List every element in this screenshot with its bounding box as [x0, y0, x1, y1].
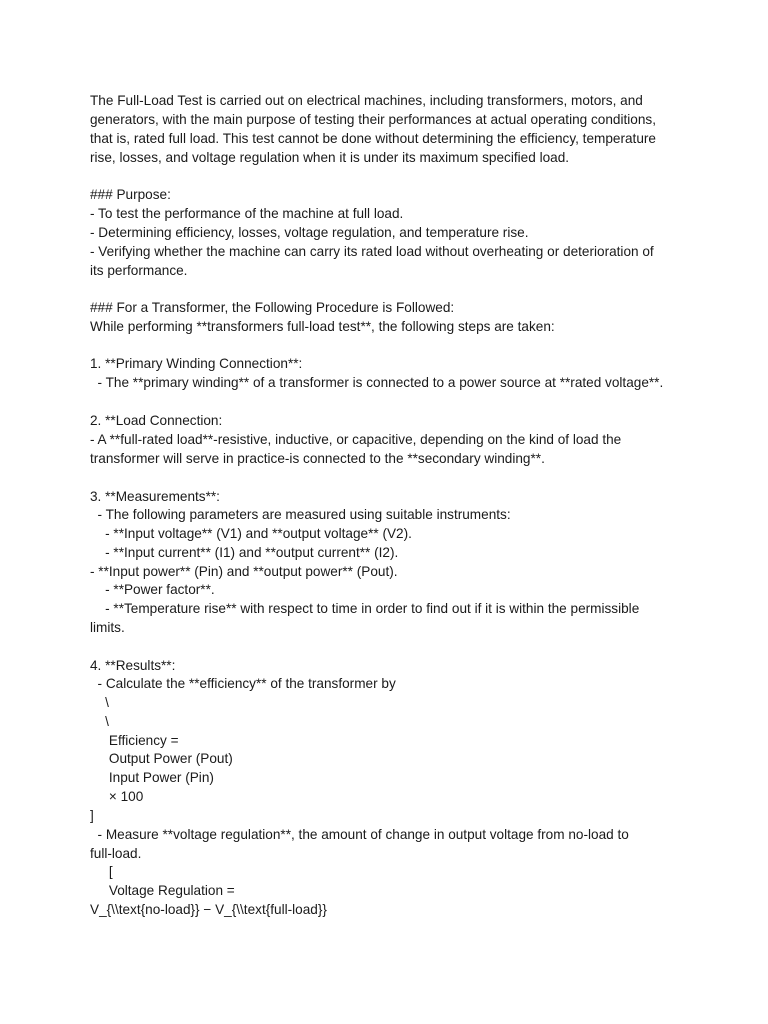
- procedure-intro: While performing **transformers full-load test**, the following steps are taken:: [90, 319, 555, 334]
- intro-line-4: rise, losses, and voltage regulation when it is under its maximum specified load.: [90, 150, 570, 165]
- step4-line: V_{\\text{no-load}} − V_{\\text{full-load}}: [90, 902, 327, 917]
- step3-line: limits.: [90, 620, 125, 635]
- step4-line: \: [90, 695, 109, 710]
- purpose-item: - To test the performance of the machine at full load.: [90, 206, 404, 221]
- step2-title: 2. **Load Connection:: [90, 413, 223, 428]
- procedure-heading: ### For a Transformer, the Following Procedure is Followed:: [90, 300, 455, 315]
- intro-line-3: that is, rated full load. This test cannot be done without determining the efficiency, temperature: [90, 131, 656, 146]
- step4-line: full-load.: [90, 846, 142, 861]
- step2-line: transformer will serve in practice-is connected to the **secondary winding**.: [90, 451, 545, 466]
- step4-line: Voltage Regulation =: [90, 883, 235, 898]
- step3-line: - **Power factor**.: [90, 582, 215, 597]
- purpose-item: its performance.: [90, 263, 188, 278]
- step4-line: Efficiency =: [90, 733, 179, 748]
- step4-line: ]: [90, 808, 94, 823]
- step1-line: - The **primary winding** of a transformer is connected to a power source at **rated voltage**.: [90, 375, 664, 390]
- intro-line-2: generators, with the main purpose of testing their performances at actual operating conditions,: [90, 112, 656, 127]
- step4-line: - Measure **voltage regulation**, the amount of change in output voltage from no-load to: [90, 827, 629, 842]
- step4-line: Input Power (Pin): [90, 770, 214, 785]
- step3-line: - **Temperature rise** with respect to time in order to find out if it is within the permissible: [90, 601, 640, 616]
- purpose-item: - Determining efficiency, losses, voltage regulation, and temperature rise.: [90, 225, 529, 240]
- step3-line: - **Input voltage** (V1) and **output voltage** (V2).: [90, 526, 412, 541]
- purpose-heading: ### Purpose:: [90, 187, 171, 202]
- step3-line: - The following parameters are measured using suitable instruments:: [90, 507, 511, 522]
- step4-line: - Calculate the **efficiency** of the transformer by: [90, 676, 396, 691]
- step4-line: × 100: [90, 789, 144, 804]
- step2-line: - A **full-rated load**-resistive, inductive, or capacitive, depending on the kind of load the: [90, 432, 622, 447]
- step4-line: \: [90, 714, 109, 729]
- step4-title: 4. **Results**:: [90, 658, 176, 673]
- step4-line: [: [90, 864, 113, 879]
- intro-line-1: The Full-Load Test is carried out on electrical machines, including transformers, motors, and: [90, 93, 643, 108]
- step4-line: Output Power (Pout): [90, 751, 233, 766]
- purpose-item: - Verifying whether the machine can carry its rated load without overheating or deterioration of: [90, 244, 654, 259]
- step1-title: 1. **Primary Winding Connection**:: [90, 356, 303, 371]
- step3-line: - **Input current** (I1) and **output current** (I2).: [90, 545, 399, 560]
- step3-line: - **Input power** (Pin) and **output power** (Pout).: [90, 564, 398, 579]
- step3-title: 3. **Measurements**:: [90, 489, 220, 504]
